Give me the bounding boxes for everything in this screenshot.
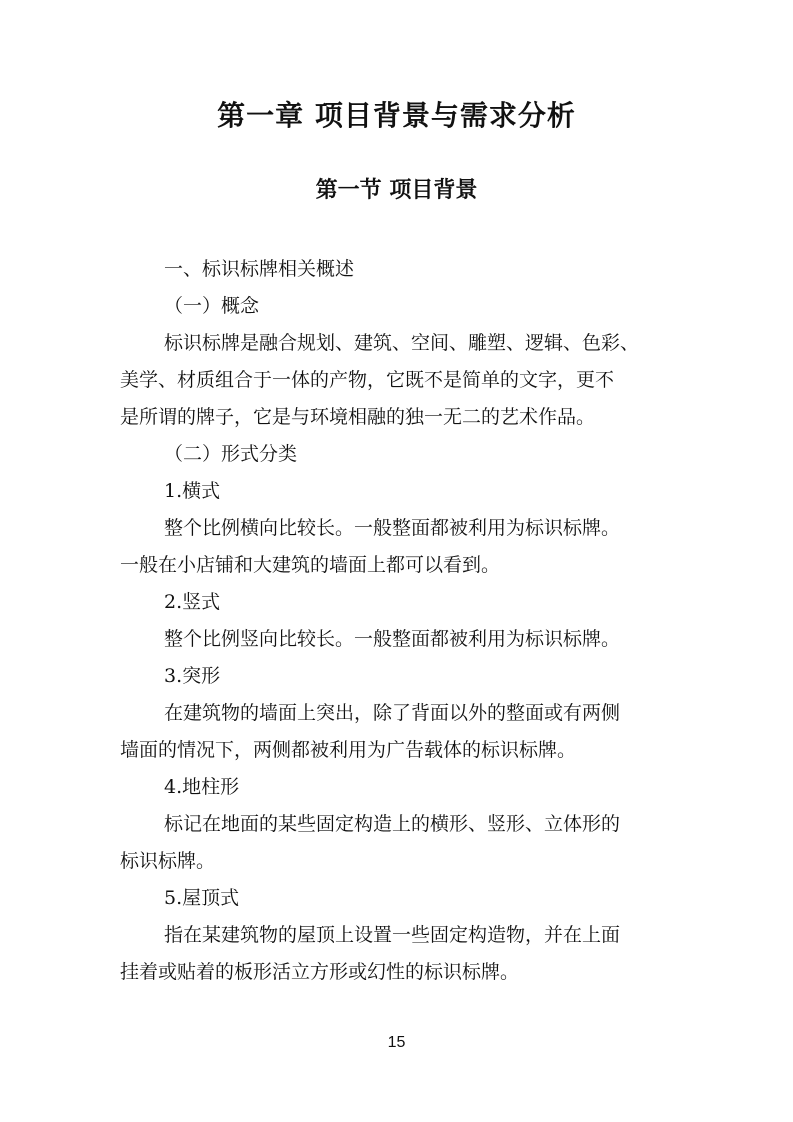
paragraph-line: 在建筑物的墙面上突出，除了背面以外的整面或有两侧 [164,702,621,724]
paragraph-line: 指在某建筑物的屋顶上设置一些固定构造物，并在上面 [164,924,621,946]
body-text [120,251,675,991]
page-number: 15 [387,1034,406,1051]
paragraph-line: 是所谓的牌子，它是与环境相融的独一无二的艺术作品。 [120,406,596,428]
paragraph-line: 整个比例竖向比较长。一般整面都被利用为标识标牌。 [164,628,621,650]
paragraph-line: 挂着或贴着的板形活立方形或幻性的标识标牌。 [120,961,520,983]
list-item-horizontal: 1.横式 [164,480,221,502]
paragraph-line: 标识标牌是融合规划、建筑、空间、雕塑、逻辑、色彩、 [164,332,640,354]
heading-overview: 一、标识标牌相关概述 [164,258,355,280]
list-item-rooftop: 5.屋顶式 [164,887,240,909]
chapter-title: 第一章 项目背景与需求分析 [217,99,576,132]
section-title: 第一节 项目背景 [315,178,478,203]
list-item-ground-pillar: 4.地柱形 [164,776,240,798]
paragraph-line: 一般在小店铺和大建筑的墙面上都可以看到。 [120,554,501,576]
subheading-form-classification: （二）形式分类 [164,443,298,465]
list-item-protruding: 3.突形 [164,665,221,687]
paragraph-line: 美学、材质组合于一体的产物，它既不是简单的文字，更不 [120,369,615,391]
list-item-vertical: 2.竖式 [164,591,221,613]
paragraph-line: 整个比例横向比较长。一般整面都被利用为标识标牌。 [164,517,621,539]
paragraph-line: 标识标牌。 [120,850,216,872]
paragraph-line: 标记在地面的某些固定构造上的横形、竖形、立体形的 [164,813,621,835]
paragraph-line: 墙面的情况下，两侧都被利用为广告载体的标识标牌。 [120,739,577,761]
subheading-concept: （一）概念 [164,295,260,317]
